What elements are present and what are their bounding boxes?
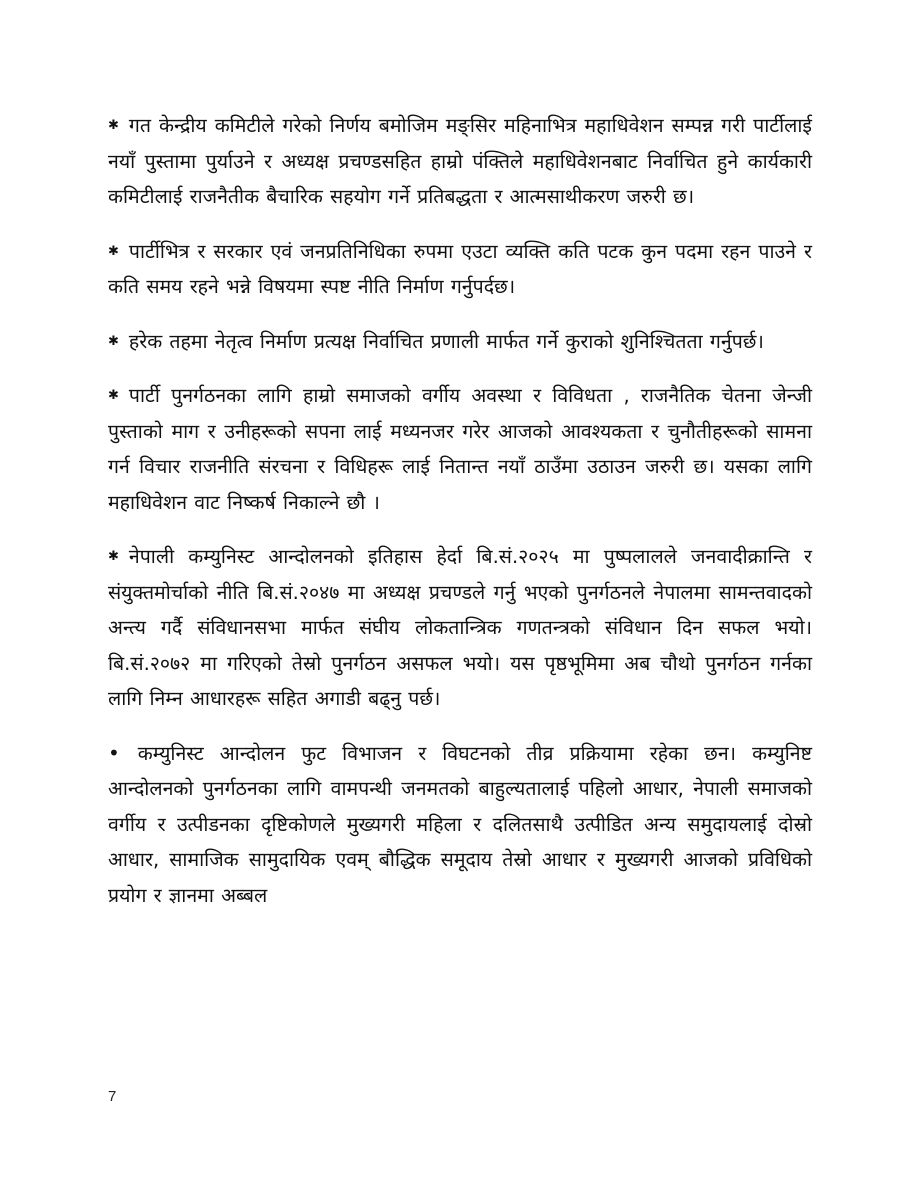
paragraph-text: पार्टीभित्र र सरकार एवं जनप्रतिनिधिका रुपमा एउटा व्यक्ति कति पटक कुन पदमा रहन पाउने र कति समय रहने भन्ने विषयमा स्पष्ट नीति निर्माण गर्नुपर्दछ। [108, 239, 812, 298]
document-page [108, 108, 812, 932]
paragraph-5 [108, 539, 812, 717]
paragraph-3 [108, 324, 812, 360]
asterisk-bullet-icon: ✱ [108, 118, 119, 133]
paragraph-text: गत केन्द्रीय कमिटीले गरेको निर्णय बमोजिम मङ्सिर महिनाभित्र महाधिवेशन सम्पन्न गरी पार्टीलाई नयाँ पुस्तामा पुर्याउने र अध्यक्ष प्रचण्डसहित हाम्रो पंक्तिले महाधिवेशनबाट निर्वाचित हुने कार्यकारी कमिटीलाई राजनैतीक बैचारिक सहयोग गर्ने प्रतिबद्धता र आत्मसाथीकरण जरुरी छ। [108, 114, 812, 208]
paragraph-text: हरेक तहमा नेतृत्व निर्माण प्रत्यक्ष निर्वाचित प्रणाली मार्फत गर्ने कुराको शुनिश्चितता गर्नुपर्छ। [128, 329, 764, 353]
paragraph-text: पार्टी पुनर्गठनका लागि हाम्रो समाजको वर्गीय अवस्था र विविधता , राजनैतिक चेतना जेन्जी पुस्ताको माग र उनीहरूको सपना लाई मध्यनजर गरेर आजको आवश्यकता र चुनौतीहरूको सामना गर्न विचार राजनीति संरचना र विधिहरू लाई नितान्त नयाँ ठाउँमा उठाउन जरुरी छ। यसका लागि महाधिवेशन वाट निष्कर्ष निकाल्ने छौ । [108, 384, 812, 514]
page-number: 7 [108, 1088, 117, 1105]
paragraph-4 [108, 378, 812, 520]
paragraph-text: नेपाली कम्युनिस्ट आन्दोलनको इतिहास हेर्दा बि.सं.२०२५ मा पुष्पलालले जनवादीक्रान्ति र संयुक्तमोर्चाको नीति बि.सं.२०४७ मा अध्यक्ष प्रचण्डले गर्नु भएको पुनर्गठनले नेपालमा सामन्तवादको अन्त्य गर्दै संविधानसभा मार्फत संघीय लोकतान्त्रिक गणतन्त्रको संविधान दिन सफल भयो। बि.सं.२०७२ मा गरिएको तेस्रो पुनर्गठन असफल भयो। यस पृष्ठभूमिमा अब चौथो पुनर्गठन गर्नका लागि निम्न आधारहरू सहित अगाडी बढ्नु पर्छ। [108, 545, 812, 710]
asterisk-bullet-icon: ✱ [108, 243, 119, 259]
paragraph-text: कम्युनिस्ट आन्दोलन फुट विभाजन र विघटनको तीव्र प्रक्रियामा रहेका छन। कम्युनिष्ट आन्दोलनको पुनर्गठनका लागि वामपन्थी जनमतको बाहुल्यतालाई पहिलो आधार, नेपाली समाजको वर्गीय र उत्पीडनका दृष्टिकोणले मुख्यगरी महिला र दलितसाथै उत्पीडित अन्य समुदायलाई दोस्रो आधार, सामाजिक सामुदायिक एवम् बौद्धिक समूदाय तेस्रो आधार र मुख्यगरी आजको प्रविधिको प्रयोग र ज्ञानमा अब्बल [108, 741, 812, 907]
asterisk-bullet-icon: ✱ [108, 549, 119, 564]
paragraph-6 [108, 736, 812, 914]
paragraph-1 [108, 108, 812, 215]
paragraph-2 [108, 234, 812, 305]
dot-bullet-icon: • [108, 740, 120, 765]
asterisk-bullet-icon: ✱ [108, 333, 119, 349]
asterisk-bullet-icon: ✱ [108, 388, 119, 403]
